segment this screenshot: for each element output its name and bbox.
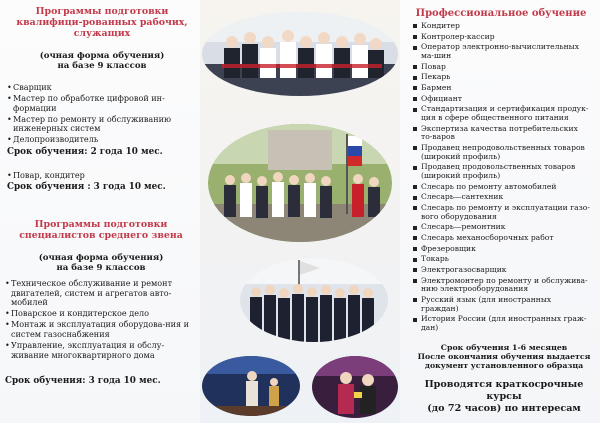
section1-title: Программы подготовки квалифици-рованных рабочих, служащих <box>16 6 188 39</box>
list-item: Кондитер <box>412 22 590 31</box>
list-item: Слесарь по ремонту автомобилей <box>412 183 590 192</box>
list-item: • Повар, кондитер <box>7 171 197 181</box>
list-item: • Монтаж и эксплуатация оборудова-ния и систем газоснабжения <box>5 320 197 339</box>
section2-base: на базе 9 классов <box>56 263 146 273</box>
list-item: Электромонтер по ремонту и обслужива-нию электрооборудования <box>412 277 590 294</box>
list-item: • Делопроизводитель <box>7 135 197 145</box>
list-item: • Мастер по обработке цифровой ин-формации <box>7 94 197 113</box>
list-item: • Поварское и кондитерское дело <box>5 309 197 319</box>
left-panel <box>0 0 200 423</box>
section2-term: Срок обучения: 3 года 10 мес. <box>5 375 161 386</box>
list-item: Пекарь <box>412 73 590 82</box>
short-courses-line1: Проводятся краткосрочные курсы <box>424 378 584 402</box>
list-item: Бармен <box>412 84 590 93</box>
list-item: Продавец непродовольственных товаров (широкий профиль) <box>412 144 590 161</box>
photo-panel <box>200 0 400 423</box>
list-item: Русский язык (для иностранных граждан) <box>412 296 590 313</box>
graduates-photo <box>202 12 398 96</box>
list-item: Продавец продовольственных товаров (широкий профиль) <box>412 163 590 180</box>
list-item: Токарь <box>412 255 590 264</box>
short-term-duration: Срок обучения 1-6 месяцев <box>440 343 568 352</box>
list-item: Экспертиза качества потребительских то-варов <box>412 125 590 142</box>
list-item: Слесарь—ремонтник <box>412 223 590 232</box>
stage-photo <box>202 356 300 416</box>
list-item: Слесарь по ремонту и эксплуатации газо-вого оборудования <box>412 204 590 221</box>
short-courses-line2: (до 72 часов) по интересам <box>427 402 581 414</box>
list-item: Повар <box>412 63 590 72</box>
section2-title: Программы подготовки специалистов среднего звена <box>19 219 183 241</box>
section2-list <box>5 279 197 360</box>
section1-form: (очная форма обучения) <box>39 51 165 61</box>
document-note: После окончания обучения выдается документ установленного образца <box>417 352 591 371</box>
ceremony-photo <box>208 124 392 242</box>
list-item: Оператор электронно-вычислительных ма-шин <box>412 43 590 60</box>
section1-base: на базе 9 классов <box>57 61 147 71</box>
list-item: • Мастер по ремонту и обслуживанию инженерных систем <box>7 115 197 134</box>
section1-list <box>7 83 197 145</box>
section1b-list <box>7 171 197 181</box>
section2-form: (очная форма обучения) <box>38 253 164 263</box>
right-panel <box>400 0 600 423</box>
list-item: Фрезеровщик <box>412 245 590 254</box>
section1-term: Срок обучения: 2 года 10 мес. <box>7 146 163 157</box>
list-item: Стандартизация и сертификация продук-ция в сфере общественного питания <box>412 105 590 122</box>
section1b-term: Срок обучения : 3 года 10 мес. <box>7 181 166 192</box>
list-item: • Управление, эксплуатация и обслу-живание многоквартирного дома <box>5 341 197 360</box>
professional-training-title: Профессиональное обучение <box>415 8 587 19</box>
cadets-photo <box>240 258 388 342</box>
list-item: • Техническое обслуживание и ремонт двигателей, систем и агрегатов авто-мобилей <box>5 279 197 308</box>
professions-list <box>412 22 590 332</box>
list-item: Слесарь—сантехник <box>412 193 590 202</box>
list-item: Контролер-кассир <box>412 33 590 42</box>
list-item: Официант <box>412 95 590 104</box>
list-item: • Сварщик <box>7 83 197 93</box>
award-photo <box>312 356 398 418</box>
list-item: Электрогазосварщик <box>412 266 590 275</box>
list-item: История России (для иностранных граж-дан) <box>412 315 590 332</box>
list-item: Слесарь механосборочных работ <box>412 234 590 243</box>
